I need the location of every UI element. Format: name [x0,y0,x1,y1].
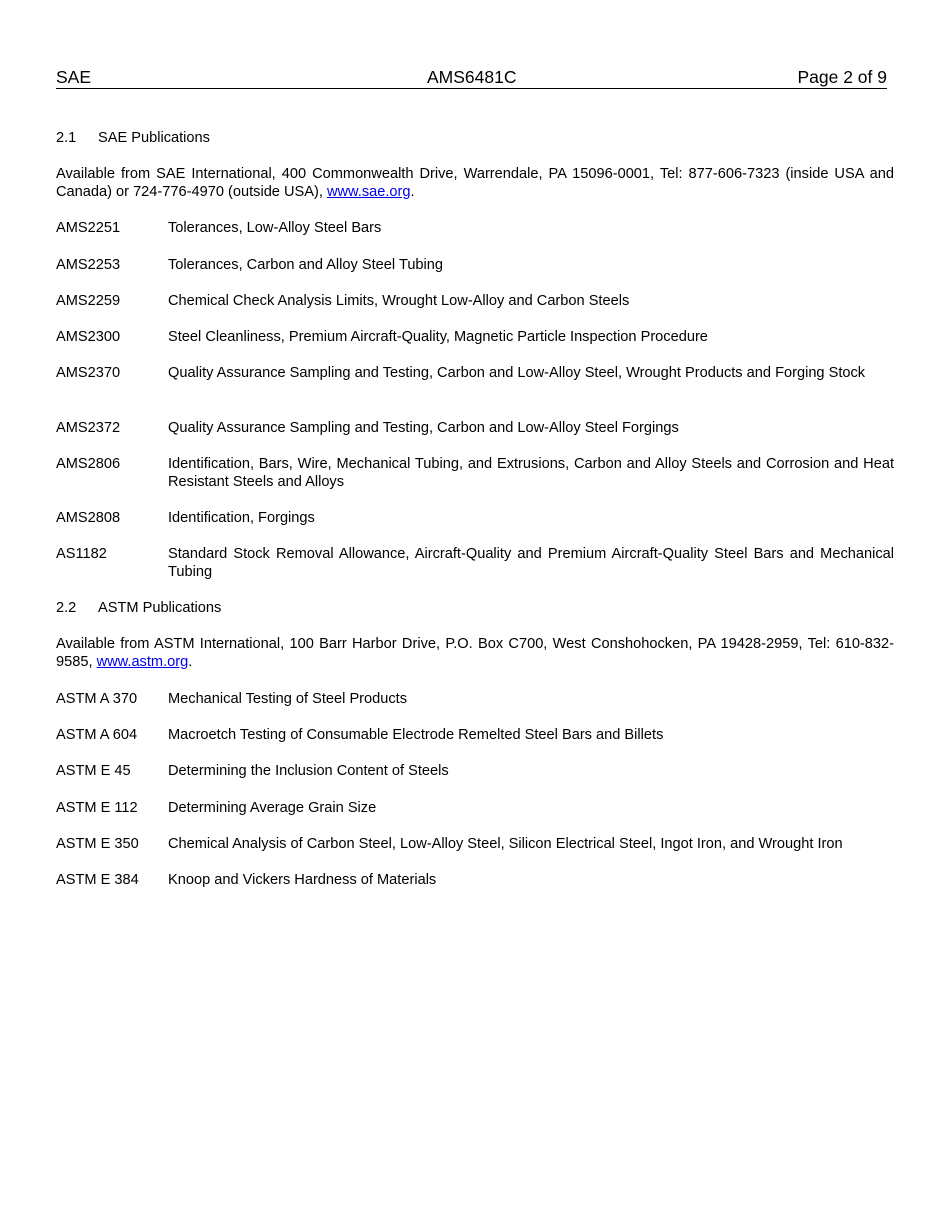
reference-code: ASTM A 604 [56,727,138,743]
sae-intro-end: . [410,184,415,200]
reference-title: Macroetch Testing of Consumable Electrode Remelted Steel Bars and Billets [168,727,664,743]
reference-item [56,509,894,527]
reference-title: Steel Cleanliness, Premium Aircraft-Quality, Magnetic Particle Inspection Procedure [168,329,708,345]
section-heading-sae [56,129,210,147]
reference-item [56,871,894,889]
sae-intro-text: Available from SAE International, 400 Commonwealth Drive, Warrendale, PA 15096-0001, Tel: 877-606-7323 (inside USA and Canada) or 724-776-4970 (outside USA), [56,166,894,200]
reference-title: Determining Average Grain Size [168,800,377,816]
reference-code: AMS2370 [56,365,121,381]
reference-title: Chemical Check Analysis Limits, Wrought Low-Alloy and Carbon Steels [168,293,630,309]
section-title: SAE Publications [98,130,210,146]
astm-website-link[interactable]: www.astm.org [96,654,189,670]
reference-item [56,690,894,708]
reference-item [56,292,894,310]
reference-item [56,726,894,744]
astm-intro-text: Available from ASTM International, 100 Barr Harbor Drive, P.O. Box C700, West Conshohocken, PA 19428-2959, Tel: 610-832-9585, [56,636,894,670]
reference-title: Standard Stock Removal Allowance, Aircraft-Quality and Premium Aircraft-Quality Steel Bars and Mechanical Tubing [168,546,894,580]
astm-intro-paragraph [56,635,894,671]
sae-website-link[interactable]: www.sae.org [326,184,411,200]
section-heading-astm [56,599,221,617]
reference-item [56,455,894,491]
reference-code: AMS2259 [56,293,121,309]
reference-code: ASTM E 112 [56,800,138,816]
reference-title: Chemical Analysis of Carbon Steel, Low-Alloy Steel, Silicon Electrical Steel, Ingot Iron, and Wrought Iron [168,836,843,852]
reference-code: ASTM E 350 [56,836,139,852]
reference-item [56,419,894,437]
header-doc-number: AMS6481C [427,67,517,87]
reference-code: AMS2300 [56,329,121,345]
reference-code: AMS2808 [56,510,121,526]
reference-title: Identification, Bars, Wire, Mechanical Tubing, and Extrusions, Carbon and Alloy Steels and Corrosion and Heat Resistant Steels and Alloys [168,456,894,490]
header-org: SAE [56,67,92,87]
reference-code: AMS2251 [56,220,121,236]
reference-title: Mechanical Testing of Steel Products [168,691,408,707]
astm-intro-end: . [188,654,193,670]
reference-item [56,835,894,853]
reference-code: AMS2806 [56,456,121,472]
header-page-number: Page 2 of 9 [797,67,887,87]
section-number: 2.2 [56,600,77,616]
reference-title: Knoop and Vickers Hardness of Materials [168,872,437,888]
reference-code: AMS2253 [56,257,121,273]
reference-title: Quality Assurance Sampling and Testing, Carbon and Low-Alloy Steel Forgings [168,420,679,436]
reference-code: AMS2372 [56,420,121,436]
reference-code: AS1182 [56,546,107,562]
reference-code: ASTM A 370 [56,691,138,707]
reference-item [56,799,894,817]
reference-item [56,545,894,581]
reference-title: Tolerances, Carbon and Alloy Steel Tubing [168,257,444,273]
sae-intro-paragraph [56,165,894,201]
reference-item [56,219,894,237]
reference-title: Determining the Inclusion Content of Steels [168,763,449,779]
reference-title: Quality Assurance Sampling and Testing, Carbon and Low-Alloy Steel, Wrought Products and Forging Stock [168,365,866,381]
reference-item [56,328,894,346]
reference-item [56,762,894,780]
reference-code: ASTM E 45 [56,763,131,779]
reference-code: ASTM E 384 [56,872,139,888]
section-number: 2.1 [56,130,77,146]
reference-title: Identification, Forgings [168,510,315,526]
reference-item [56,364,894,382]
reference-title: Tolerances, Low-Alloy Steel Bars [168,220,382,236]
page-header [56,67,887,89]
section-title: ASTM Publications [98,600,222,616]
reference-item [56,256,894,274]
